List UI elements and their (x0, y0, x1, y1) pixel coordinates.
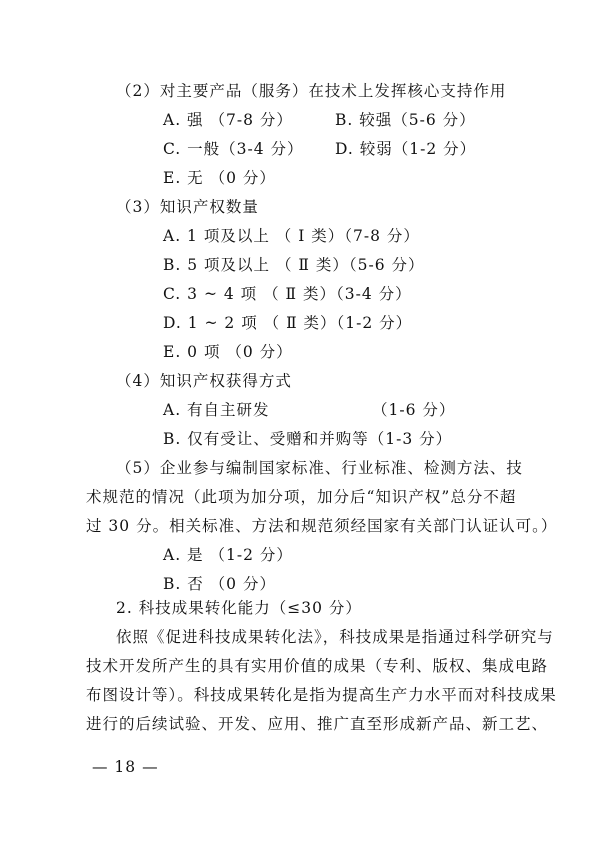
item2-option-d: D. 较弱（1-2 分） (335, 140, 477, 158)
item3-option-a: A. 1 项及以上 （ Ⅰ 类）（7-8 分） (163, 227, 420, 245)
item5-line-1: （5）企业参与编制国家标准、行业标准、检测方法、技 (116, 459, 523, 477)
page-number: — 18 — (92, 758, 159, 776)
section2-line-2: 技术开发所产生的具有实用价值的成果（专利、版权、集成电路 (86, 657, 549, 675)
item4-option-a-score: （1-6 分） (372, 401, 456, 419)
item2-option-c: C. 一般（3-4 分） (163, 140, 304, 158)
section2-heading: 2. 科技成果转化能力（≤30 分） (116, 599, 362, 617)
item2-option-b: B. 较强（5-6 分） (335, 111, 476, 129)
item4-option-b: B. 仅有受让、受赠和并购等（1-3 分） (163, 430, 453, 448)
item2-option-a: A. 强 （7-8 分） (163, 111, 293, 129)
item3-option-d: D. 1 ~ 2 项 （ Ⅱ 类）（1-2 分） (163, 314, 413, 332)
item5-line-3: 过 30 分。相关标准、方法和规范须经国家有关部门认证认可。） (86, 517, 558, 535)
item4-option-a: A. 有自主研发 (163, 401, 270, 419)
item4-heading: （4）知识产权获得方式 (116, 372, 292, 390)
item5-option-a: A. 是 （1-2 分） (163, 546, 293, 564)
item2-heading: （2）对主要产品（服务）在技术上发挥核心支持作用 (116, 82, 507, 100)
item3-heading: （3）知识产权数量 (116, 198, 259, 216)
item5-line-2: 术规范的情况（此项为加分项，加分后“知识产权”总分不超 (86, 488, 517, 506)
section2-line-4: 进行的后续试验、开发、应用、推广直至形成新产品、新工艺、 (86, 715, 549, 733)
item3-option-e: E. 0 项 （0 分） (163, 343, 293, 361)
item3-option-b: B. 5 项及以上 （ Ⅱ 类）（5-6 分） (163, 256, 425, 274)
section2-line-1: 依照《促进科技成果转化法》，科技成果是指通过科学研究与 (116, 628, 554, 646)
item3-option-c: C. 3 ~ 4 项 （ Ⅱ 类）（3-4 分） (163, 285, 412, 303)
section2-line-3: 布图设计等）。科技成果转化是指为提高生产力水平而对科技成果 (86, 686, 557, 704)
item5-option-b: B. 否 （0 分） (163, 575, 276, 593)
item2-option-e: E. 无 （0 分） (163, 169, 276, 187)
